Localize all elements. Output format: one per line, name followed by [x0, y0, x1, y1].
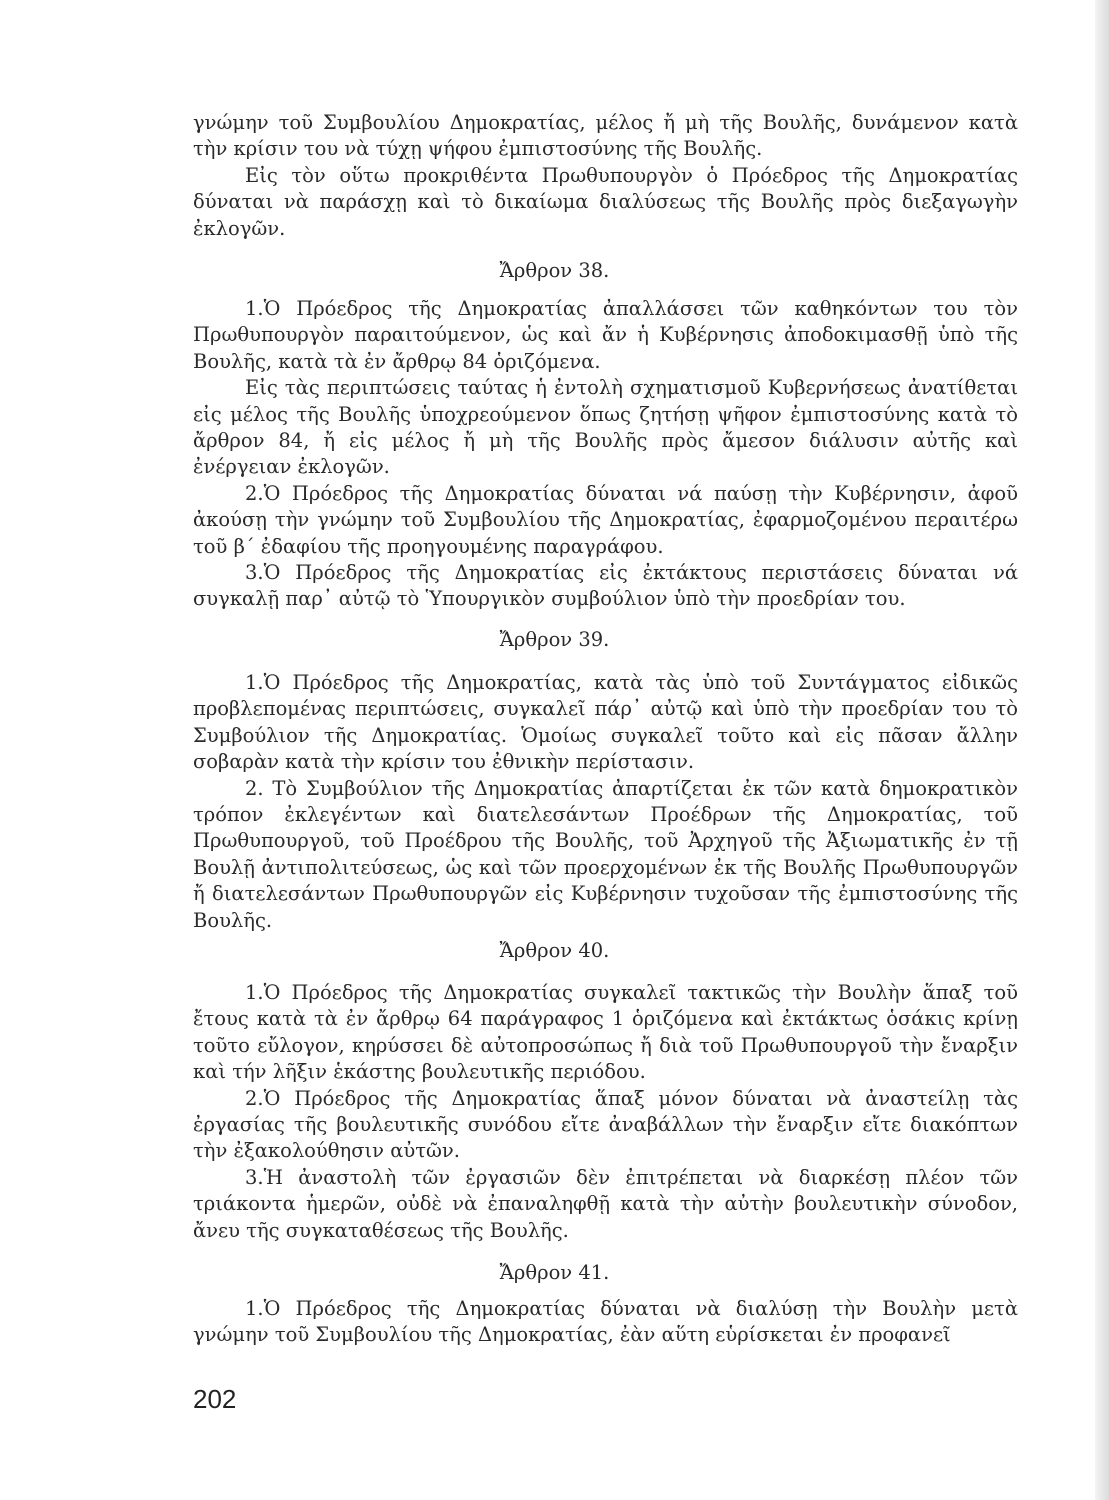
article-39-paragraph-2: 2. Τὸ Συμβούλιον τῆς Δημοκρατίας ἀπαρτίζεται ἐκ τῶν κατὰ δημοκρατικὸν τρόπον ἐκλεγέντων καὶ διατελεσάντων Προέδρων τῆς Δημοκρατίας, τοῦ Πρωθυπουργοῦ, τοῦ Προέδρου τῆς Βουλῆς, τοῦ Ἀρχηγοῦ τῆς Ἀξιωματικῆς ἐν τῇ Βουλῇ ἀντιπολιτεύσεως, ὡς καὶ τῶν προερχομένων ἐκ τῆς Βουλῆς Πρωθυπουργῶν ἤ διατελεσάντων Πρωθυπουργῶν εἰς Κυβέρνησιν τυχοῦσαν τῆς ἐμπιστοσύνης τῆς Βουλῆς. — [193, 776, 1018, 932]
article-40-paragraph-1: 1.Ὁ Πρόεδρος τῆς Δημοκρατίας συγκαλεῖ τακτικῶς τὴν Βουλὴν ἅπαξ τοῦ ἔτους κατὰ τὰ ἐν ἄρθρῳ 64 παράγραφος 1 ὁριζόμενα καὶ ἐκτάκτως ὁσάκις κρίνῃ τοῦτο εὔλογον, κηρύσσει δὲ αὐτοπροσώπως ἤ διὰ τοῦ Πρωθυπουργοῦ τὴν ἔναρξιν καὶ τήν λῆξιν ἑκάστης βουλευτικῆς περιόδου. — [193, 981, 1018, 1084]
article-38-heading: Ἄρθρον 38. — [499, 259, 610, 282]
article-38-paragraph-3: 2.Ὁ Πρόεδρος τῆς Δημοκρατίας δύναται νά παύσῃ τὴν Κυβέρνησιν, ἀφοῦ ἀκούσῃ τὴν γνώμην τοῦ Συμβουλίου τῆς Δημοκρατίας, ἐφαρμοζομένου περαιτέρω τοῦ β΄ ἐδαφίου τῆς προηγουμένης παραγράφου. — [193, 481, 1018, 558]
article-40-body — [193, 980, 1018, 1244]
article-41-paragraph-1: 1.Ὁ Πρόεδρος τῆς Δημοκρατίας δύναται νὰ διαλύσῃ τὴν Βουλὴν μετὰ γνώμην τοῦ Συμβουλίου τῆς Δημοκρατίας, ἐὰν αὕτη εὑρίσκεται ἐν προφανεῖ — [193, 1297, 1018, 1347]
article-41-heading: Ἄρθρον 41. — [499, 1261, 610, 1284]
article-41-body — [193, 1296, 1018, 1349]
article-40-heading: Ἄρθρον 40. — [499, 939, 610, 962]
article-39-paragraph-1: 1.Ὁ Πρόεδρος τῆς Δημοκρατίας, κατὰ τὰς ὑπὸ τοῦ Συντάγματος εἰδικῶς προβλεπομένας περιπτώσεις, συγκαλεῖ πάρ᾽ αὐτῷ καὶ ὑπὸ τὴν προεδρίαν του τὸ Συμβούλιον τῆς Δημοκρατίας. Ὁμοίως συγκαλεῖ τοῦτο καὶ εἰς πᾶσαν ἄλλην σοβαρὰν κατὰ τὴν κρίσιν του ἐθνικὴν περίστασιν. — [193, 671, 1018, 774]
article-38-body — [193, 296, 1018, 613]
intro-text — [193, 110, 1018, 242]
intro-paragraph-1: γνώμην τοῦ Συμβουλίου Δημοκρατίας, μέλος ἤ μὴ τῆς Βουλῆς, δυνάμενον κατὰ τὴν κρίσιν του νὰ τύχῃ ψήφου ἐμπιστοσύνης τῆς Βουλῆς. — [193, 111, 1018, 161]
article-38-paragraph-2: Εἰς τὰς περιπτώσεις ταύτας ἡ ἐντολὴ σχηματισμοῦ Κυβερνήσεως ἀνατίθεται εἰς μέλος τῆς Βουλῆς ὑποχρεούμενον ὅπως ζητήσῃ ψῆφον ἐμπιστοσύνης κατὰ τὸ ἄρθρον 84, ἤ εἰς μέλος ἤ μὴ τῆς Βουλῆς πρὸς ἄμεσον διάλυσιν αὐτῆς καὶ ἐνέργειαν ἐκλογῶν. — [193, 376, 1018, 479]
intro-paragraph-2: Εἰς τὸν οὕτω προκριθέντα Πρωθυπουργὸν ὁ Πρόεδρος τῆς Δημοκρατίας δύναται νὰ παράσχῃ καὶ τὸ δικαίωμα διαλύσεως τῆς Βουλῆς πρὸς διεξαγωγὴν ἐκλογῶν. — [193, 163, 1018, 240]
article-38-paragraph-1: 1.Ὁ Πρόεδρος τῆς Δημοκρατίας ἀπαλλάσσει τῶν καθηκόντων του τὸν Πρωθυπουργὸν παραιτούμενον, ὡς καὶ ἄν ἡ Κυβέρνησις ἀποδοκιμασθῇ ὑπὸ τῆς Βουλῆς, κατὰ τὰ ἐν ἄρθρῳ 84 ὁριζόμενα. — [193, 297, 1018, 373]
article-38-paragraph-4: 3.Ὁ Πρόεδρος τῆς Δημοκρατίας εἰς ἐκτάκτους περιστάσεις δύναται νά συγκαλῇ παρ᾽ αὐτῷ τὸ Ὑπουργικὸν συμβούλιον ὑπὸ τὴν προεδρίαν του. — [193, 561, 1018, 611]
page-number: 202 — [193, 1384, 237, 1414]
article-39-body — [193, 670, 1018, 934]
article-40-paragraph-3: 3.Ἡ ἀναστολὴ τῶν ἐργασιῶν δὲν ἐπιτρέπεται νὰ διαρκέσῃ πλέον τῶν τριάκοντα ἡμερῶν, οὐδὲ νὰ ἐπαναληφθῇ κατὰ τὴν αὐτὴν βουλευτικὴν σύνοδον, ἄνευ τῆς συγκαταθέσεως τῆς Βουλῆς. — [193, 1165, 1018, 1242]
article-39-heading: Ἄρθρον 39. — [499, 628, 610, 651]
article-40-paragraph-2: 2.Ὁ Πρόεδρος τῆς Δημοκρατίας ἅπαξ μόνον δύναται νὰ ἀναστείλῃ τὰς ἐργασίας τῆς βουλευτικῆς συνόδου εἴτε ἀναβάλλων τὴν ἔναρξιν εἴτε διακόπτων τὴν ἐξακολούθησιν αὐτῶν. — [193, 1086, 1018, 1163]
